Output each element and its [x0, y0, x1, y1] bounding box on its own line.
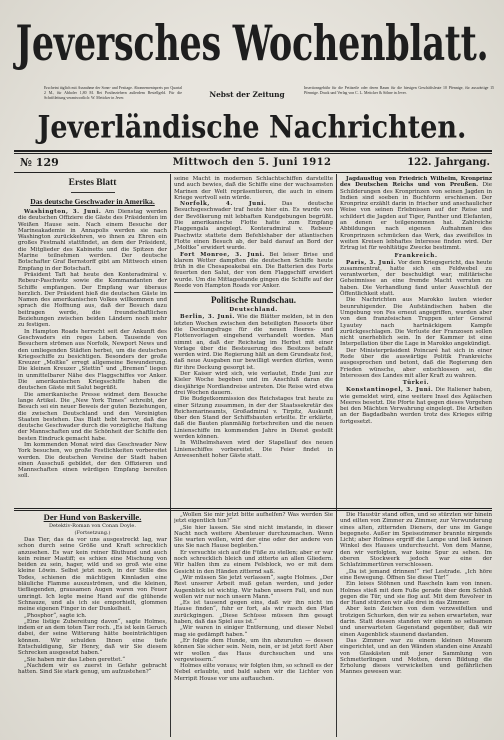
paragraph-text: Wie die Blätter melden, ist in den letzten Wochen zwischen den beteiligten Ressorts über die Deckungsfrage für die neuen Heeres- und Flottenvorlagen eingehend verhandelt worden. Man nimmt an, daß der Reichstag im Herbst mit einer Vorlage über die Besteuerung des Besitzes befaßt werden wird. Die Regierung hält an dem Grundsatz fest, daß neue Ausgaben nur bewilligt werden dürfen, wenn für ihre Deckung gesorgt ist. — [174, 314, 333, 371]
paragraph-text: Im kommenden Monat wird das Geschwader New York besuchen, wo große Festlichkeiten vorbereitet werden. Die deutschen Vereine der Stadt haben einen Ausschuß gebildet, der den Offizieren und Mannschaften einen würdigen Empfang bereiten soll. — [18, 441, 167, 480]
paragraph — [18, 272, 167, 329]
paragraph: „Nachdem wir es zuerst in Gefahr gebracht hatten. Sind Sie stark genug, um aufzustehen?“ — [18, 662, 167, 676]
serial-byline: Detektiv-Roman von Conan Doyle. — [49, 523, 136, 529]
subheading: Türkei. — [402, 380, 430, 387]
subscription-notice: Erscheint täglich mit Ausnahme der Sonn- und Festtage. Abonnementspreis pro Quartal 2 M., für Abholer 1,80 M. Bei Postbeziehern außerdem Bestellgeld. Für die Schriftleitung verantwortlich: W. Mettcker in Jever. — [44, 86, 182, 100]
paragraph — [340, 348, 492, 379]
masthead-subtitle: Jeverländische Nachrichten. — [37, 109, 467, 146]
paragraph — [174, 201, 333, 251]
paragraph: Die Haustür stand offen, und so stürzten wir hinein und eilten von Zimmer zu Zimmer, zur Verwunderung eines alten, zitternden Dieners, der uns im Gange begegnete. Außer im Speisezimmer brannte nirgends Licht; aber Holmes ergriff die Lampe und ließ keinen Winkel des Hauses undurchsucht. Von dem Manne, den wir verfolgten, war keine Spur zu sehen. Im oberen Stockwerk jedoch war eine der Schlafzimmertüren verschlossen. — [340, 512, 492, 569]
paragraph: „Es ist tausend gegen eins, daß wir ihn nicht im Hause finden“, fuhr er fort, als wir rasch den Pfad zurückgingen. „Diese Schüsse müssen ihm gesagt haben, daß das Spiel aus ist.“ — [174, 600, 333, 626]
companion-note: Nebst der Zeitung — [209, 90, 285, 99]
paragraph — [340, 260, 492, 298]
paragraph — [18, 329, 167, 392]
paragraph — [174, 314, 333, 371]
paragraph-text: Der Ministerpräsident Poincaré hat sich in einer Rede über die auswärtige Politik Frankreichs ausgesprochen und betont, daß die Regierung den Frieden wünsche, aber entschlossen sei, die Interessen des Landes mit aller Kraft zu wahren. — [340, 347, 492, 379]
subheading: Deutschland. — [229, 307, 278, 314]
paragraph: „Wir müssen Sie jetzt verlassen“, sagte Holmes. „Der Rest unserer Arbeit muß getan werden, und jeder Augenblick ist wichtig. Wir haben unsern Fall, und nun wollen wir nur noch unsern Mann.“ — [174, 574, 333, 600]
dateline: Fort Monroe, 3. Juni. — [180, 251, 265, 258]
paragraph — [174, 371, 333, 396]
feuilleton-column-1 — [18, 512, 167, 737]
advertising-notice: Insertionsgebühr für die Petitzeile oder deren Raum für die hiesigen Geschäftsleute 10 Pfennige, für auswärtige 15 Pfennige. Druck und Verlag von C. L. Mettcker & Söhne in Jever. — [304, 86, 494, 95]
paragraph — [174, 176, 333, 201]
issue-rule — [14, 172, 492, 173]
masthead-rule — [14, 150, 492, 154]
paragraph: „Wir waren in einiger Entfernung, und dieser Nebel mag sie gedämpft haben.“ — [174, 625, 333, 638]
paragraph: „Da ist jemand drinnen!“ rief Lestrade. „Ich höre eine Bewegung. Öffnen Sie diese Tür!“ — [340, 568, 492, 581]
paragraph — [340, 176, 492, 252]
feuilleton-column-3 — [340, 512, 492, 737]
paragraph — [18, 392, 167, 442]
paragraph-text: In Wilhelmshaven wird der Stapellauf des neuen Linienschiffes vorbereitet. Die Feier findet in Anwesenheit hoher Gäste statt. — [174, 440, 333, 459]
paragraph-text: Die Italiener haben, wie gemeldet wird, eine weitere Insel des Ägäischen Meeres besetzt. Die Pforte hat gegen dieses Vorgehen bei den Mächten Verwahrung eingelegt. Die Arbeiten an der Bagdadbahn werden trotz des Krieges eifrig fortgesetzt. — [340, 387, 492, 425]
lead-text: Jagdausflug von Friedrich Wilhelm, Kronprinz des Deutschen Reichs und von Preußen. — [340, 176, 492, 189]
paragraph: Er versuchte sich auf die Füße zu stellen; aber er war noch schrecklich bleich und zitterte an allen Gliedern. Wir halfen ihm zu einem Felsblock, wo er mit dem Gesicht in den Händen zitternd saß. — [174, 549, 333, 575]
dateline: Washington, 3. Juni. — [24, 209, 102, 215]
paragraph: „Sie haben mir das Leben gerettet.“ — [24, 656, 126, 663]
issue-date: Mittwoch den 5. Juni 1912 — [172, 157, 332, 168]
paragraph: „Phosphor“, sagte ich. — [24, 612, 87, 619]
dateline: Konstantinopel, 3. Juni. — [346, 387, 434, 394]
paragraph-text: Vor dem Kriegsgericht, das heute zusammentrat, hatte sich ein Feldwebel zu verantworten, der beschuldigt war, militärische Geheimnisse an eine fremde Macht verraten zu haben. Die Verhandlung fand unter Ausschluß der Öffentlichkeit statt. — [340, 259, 492, 298]
paragraph — [340, 387, 492, 425]
paragraph-text: Das deutsche Besuchsgeschwader traf heute hier ein. Es wurde von der Bevölkerung mit lebhaften Kundgebungen begrüßt. Die amerikanische Flotte hatte zum Empfang Flaggengala angelegt. Konteradmiral v. Rebeur-Paschwitz stattete dem Befehlshaber der atlantischen Flotte einen Besuch ab, der bald darauf an Bord der „Moltke“ erwidert wurde. — [174, 201, 333, 252]
paragraph — [174, 396, 333, 440]
paragraph: „Wollen Sie mir jetzt bitte aufhelfen? Was werden Sie jetzt eigentlich tun?“ — [174, 512, 333, 525]
paragraph-text: Bei leiser Brise und klarem Wetter dampften die deutschen Schiffe heute früh in die Chesapeakebai ein. Die Batterien des Forts feuerten den Salut, der von dem Flaggschiff erwidert wurde. Um die Mittagsstunde gingen die Schiffe auf der Reede von Hampton Roads vor Anker. — [174, 251, 333, 290]
feuilleton-column-2 — [174, 512, 333, 737]
paragraph-text: Die amerikanische Presse widmet dem Besuche lange Artikel. Die „New York Times“ schreibt, der Besuch sei ein neuer Beweis der guten Beziehungen, die zwischen Deutschland und den Vereinigten Staaten bestehen. Das Blatt hebt hervor, daß das deutsche Geschwader durch die vorzügliche Haltung der Mannschaften und die Schönheit der Schiffe den besten Eindruck gemacht habe. — [18, 391, 167, 442]
paragraph-text: Die Schilderungen des Kronprinzen von seinen Jagden in Indien sind soeben in Buchform erschienen. Der Kronprinz erzählt darin in frischer und anschaulicher Weise von seinen Erlebnissen auf der Reise und schildert die Jagden auf Tiger, Panther und Elefanten, an denen er teilgenommen hat. Zahlreiche Abbildungen nach eigenen Aufnahmen des Kronprinzen schmücken das Werk, das zweifellos in weiten Kreisen lebhaftes Interesse finden wird. Der Ertrag ist für wohltätige Zwecke bestimmt. — [340, 182, 492, 252]
article-headline: Das deutsche Geschwader in Amerika. — [30, 197, 155, 206]
section-heading: Politische Rundschau. — [210, 295, 297, 306]
dateline: Paris, 3. Juni. — [346, 259, 397, 266]
paragraph — [174, 440, 333, 459]
column-3 — [340, 176, 492, 506]
paragraph: Ein leises Stöhnen und Rascheln kam von innen. Holmes stieß mit dem Fuße gerade über dem Schloß gegen die Tür, und sie flog auf. Mit dem Revolver in der Hand stürzten wir alle drei in das Zimmer. — [340, 581, 492, 607]
paragraph-text: seine Macht in modernen Schlachtschiffen darstellte und auch bewies, daß die Schiffe eine der wachsamsten Marinen der Welt repräsentieren, die auch in einem Kriege wertvoll sein würde. — [174, 176, 333, 201]
paragraph: Aber kein Zeichen von dem verzweifelten und trotzigen Schurken, den wir zu sehen erwarteten, war darin. Statt dessen standen wir einem so seltsamen und unerwarteten Gegenstand gegenüber, daß wir einen Augenblick staunend dastanden. — [340, 606, 492, 638]
paragraph: „Sie hier lassen. Sie sind nicht imstande, in dieser Nacht noch weitere Abenteuer durchzumachen. Wenn Sie warten wollen, wird der eine oder der andere von uns Sie nach Hause begleiten.“ — [174, 524, 333, 550]
paragraph — [340, 297, 492, 347]
paragraph: Das Tier, das da vor uns ausgestreckt lag, war schon durch seine Größe und Kraft schrecklich anzusehen. Es war kein reiner Bluthund und auch kein reiner Mastiff; es schien eine Mischung von beiden zu sein, hager, wild und so groß wie eine kleine Löwin. Selbst jetzt noch, in der Stille des Todes, schienen die mächtigen Kinnladen eine bläuliche Flamme auszuströmen, und die kleinen, tiefliegenden, grausamen Augen waren von Feuer umringt. Ich legte meine Hand auf die glühende Schnauze, und als ich sie emporhielt, glommen meine eigenen Finger in der Dunkelheit. — [18, 537, 167, 613]
paragraph-text: Die Nachrichten aus Marokko lauten wieder beunruhigender. Die Aufständischen haben die Umgebung von Fes erneut angegriffen, wurden aber von den französischen Truppen unter General Lyautey nach hartnäckigem Kampfe zurückgeschlagen. Die Verluste der Franzosen sollen nicht unerheblich sein. In der Kammer ist eine Interpellation über die Lage in Marokko angekündigt. — [340, 297, 492, 348]
dateline: Norfolk, 4. Juni. — [180, 201, 267, 208]
paragraph-text: In Hampton Roads herrscht seit der Ankunft des Geschwaders ein reges Leben. Tausende von Besuchern strömen aus Norfolk, Newport News und den umliegenden Städten herbei, um die deutschen Kriegsschiffe zu besichtigen. Besonders der große Kreuzer „Moltke“ erregt allgemeine Bewunderung. Die kleinen Kreuzer „Stettin“ und „Bremen“ liegen in unmittelbarer Nähe des Flaggschiffes vor Anker. Die amerikanischen Kriegsschiffe haben die deutschen Gäste mit Salut begrüßt. — [18, 328, 167, 392]
paragraph — [174, 252, 333, 290]
paragraph-text: Präsident Taft hat heute den Konteradmiral v. Rebeur-Paschwitz sowie die Kommandanten der Schiffe empfangen. Der Empfang war überaus herzlich. Der Präsident hieß die deutschen Gäste im Namen des amerikanischen Volkes willkommen und sprach die Hoffnung aus, daß der Besuch dazu beitragen werde, die freundschaftlichen Beziehungen zwischen beiden Ländern noch mehr zu festigen. — [18, 271, 167, 329]
paragraph — [18, 209, 167, 272]
column-rule — [336, 174, 337, 737]
paragraph: „Er folgte dem Hunde, um ihn abzurufen — dessen können Sie sicher sein. Nein, nein, er ist jetzt fort! Aber wir wollen das Haus durchsuchen und uns vergewissern.“ — [174, 637, 333, 663]
section-rule — [174, 292, 333, 293]
issue-volume: 122. Jahrgang. — [407, 157, 490, 168]
subheading: Frankreich. — [394, 252, 438, 259]
paragraph: „Eine listige Zubereitung davon“, sagte Holmes, indem er an dem toten Tier roch. „Es ist kein Geruch dabei, der seine Witterung hätte beeinträchtigen können. Wir schulden Ihnen eine tiefe Entschuldigung, Sir Henry, daß wir Sie diesem Schrecken ausgesetzt haben.“ — [18, 618, 167, 657]
ornament-rule — [71, 192, 115, 193]
paragraph-text: Die Budgetkommission des Reichstages trat heute zu einer Sitzung zusammen, in der der Staatssekretär des Reichsmarineamts, Großadmiral v. Tirpitz, Auskunft über den Stand der Schiffsbauten erteilte. Er erklärte, daß die Bauten planmäßig fortschreiten und die neuen Linienschiffe im kommenden Jahre in Dienst gestellt werden können. — [174, 396, 333, 440]
issue-number: № 129 — [20, 156, 59, 169]
paragraph — [18, 442, 167, 480]
paragraph: Das Zimmer war zu einem kleinen Museum eingerichtet, und an den Wänden standen eine Anzahl von Glaskästen mit jener Sammlung von Schmetterlingen und Motten, deren Bildung die Erholung dieses verwickelten und gefährlichen Mannes gewesen war. — [340, 637, 492, 676]
column-rule — [170, 174, 171, 737]
feuilleton-rule — [14, 508, 492, 511]
masthead-title: Jeversches Wochenblatt. — [15, 15, 489, 73]
serial-title: Der Hund von Baskerville. — [43, 512, 142, 522]
serial-note: (Fortsetzung.) — [74, 529, 111, 536]
dateline: Berlin, 3. Juni. — [180, 314, 235, 321]
column-1 — [18, 176, 167, 506]
section-label: Erstes Blatt — [68, 178, 117, 188]
paragraph-text: Am Dienstag werden die deutschen Offiziere die Gäste des Präsidenten im Weißen Hause sein. Nach einem Besuche der Marineakademie in Annapolis werden sie nach Washington zurückkehren, wo ihnen zu Ehren ein großes Festmahl stattfindet, an dem der Präsident, die Mitglieder des Kabinetts und die Spitzen der Marine teilnehmen werden. Der deutsche Botschafter Graf Bernstorff gibt am Mittwoch einen Empfang in der Botschaft. — [18, 209, 167, 272]
column-2 — [174, 176, 333, 506]
paragraph-text: Der Kaiser wird sich, wie verlautet, Ende Juni zur Kieler Woche begeben und im Anschluß daran die diesjährige Nordlandreise antreten. Die Reise wird etwa drei Wochen dauern. — [174, 371, 333, 396]
paragraph: Holmes eilte voraus; wir folgten ihm, so schnell es der Nebel erlaubte, und bald sahen wir die Lichter von Merripit House vor uns auftauchen. — [174, 663, 333, 682]
